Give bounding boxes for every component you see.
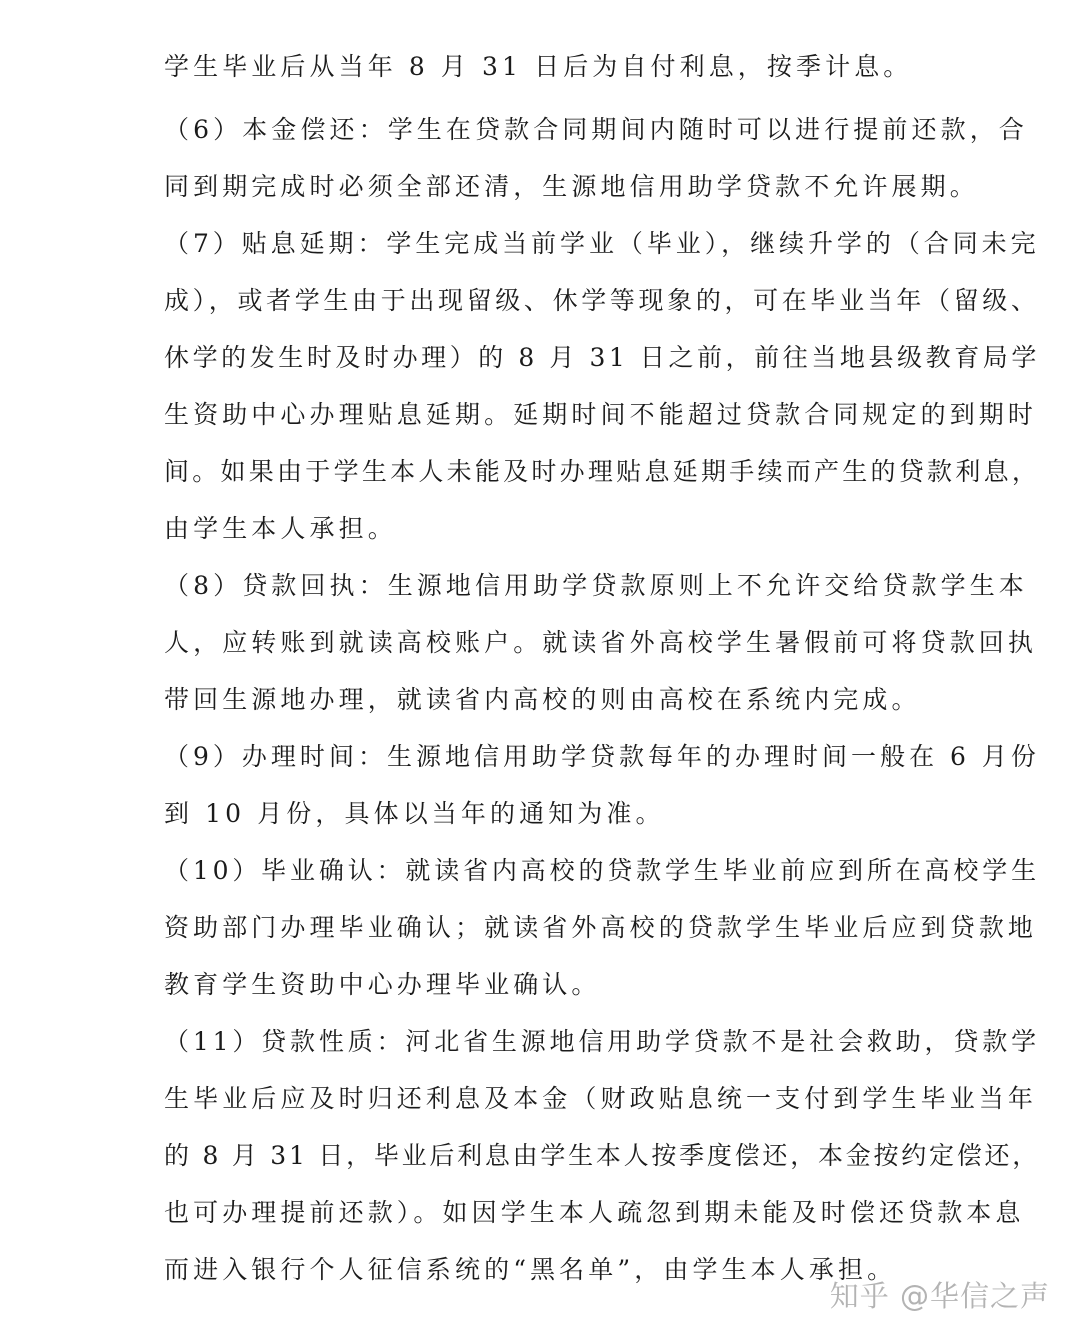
text-line: 生毕业后应及时归还利息及本金（财政贴息统一支付到学生毕业当年 (164, 1084, 1038, 1113)
zhihu-watermark: 知乎 @华信之声 (829, 1279, 1050, 1313)
text-line: 人，应转账到就读高校账户。就读省外高校学生暑假前可将贷款回执 (164, 628, 1038, 657)
text-line: 到 10 月份，具体以当年的通知为准。 (164, 799, 665, 828)
text-line: 休学的发生时及时办理）的 8 月 31 日之前，前往当地县级教育局学 (164, 343, 1040, 372)
text-line: （8）贷款回执：生源地信用助学贷款原则上不允许交给贷款学生本 (164, 571, 1028, 600)
text-line: 教育学生资助中心办理毕业确认。 (164, 970, 601, 999)
text-line: （10）毕业确认：就读省内高校的贷款学生毕业前应到所在高校学生 (164, 856, 1040, 885)
text-line: （7）贴息延期：学生完成当前学业（毕业），继续升学的（合同未完 (164, 229, 1040, 258)
text-line: 也可办理提前还款）。如因学生本人疏忽到期未能及时偿还贷款本息 (164, 1198, 1025, 1227)
text-line: （9）办理时间：生源地信用助学贷款每年的办理时间一般在 6 月份 (164, 742, 1040, 771)
text-line: 间。如果由于学生本人未能及时办理贴息延期手续而产生的贷款利息， (164, 457, 1041, 486)
text-line: 学生毕业后从当年 8 月 31 日后为自付利息，按季计息。 (164, 52, 913, 81)
text-line: 成），或者学生由于出现留级、休学等现象的，可在毕业当年（留级、 (164, 286, 1040, 315)
text-line: 资助部门办理毕业确认；就读省外高校的贷款学生毕业后应到贷款地 (164, 913, 1038, 942)
text-line: 同到期完成时必须全部还清，生源地信用助学贷款不允许展期。 (164, 172, 979, 201)
text-line: 而进入银行个人征信系统的“黑名单”，由学生本人承担。 (164, 1255, 897, 1284)
text-line: （6）本金偿还：学生在贷款合同期间内随时可以进行提前还款，合 (164, 115, 1028, 144)
text-line: （11）贷款性质：河北省生源地信用助学贷款不是社会救助，贷款学 (164, 1027, 1040, 1056)
text-line: 带回生源地办理，就读省内高校的则由高校在系统内完成。 (164, 685, 921, 714)
text-line: 生资助中心办理贴息延期。延期时间不能超过贷款合同规定的到期时 (164, 400, 1038, 429)
text-line: 的 8 月 31 日，毕业后利息由学生本人按季度偿还，本金按约定偿还， (164, 1141, 1041, 1170)
text-line: 由学生本人承担。 (164, 514, 397, 543)
